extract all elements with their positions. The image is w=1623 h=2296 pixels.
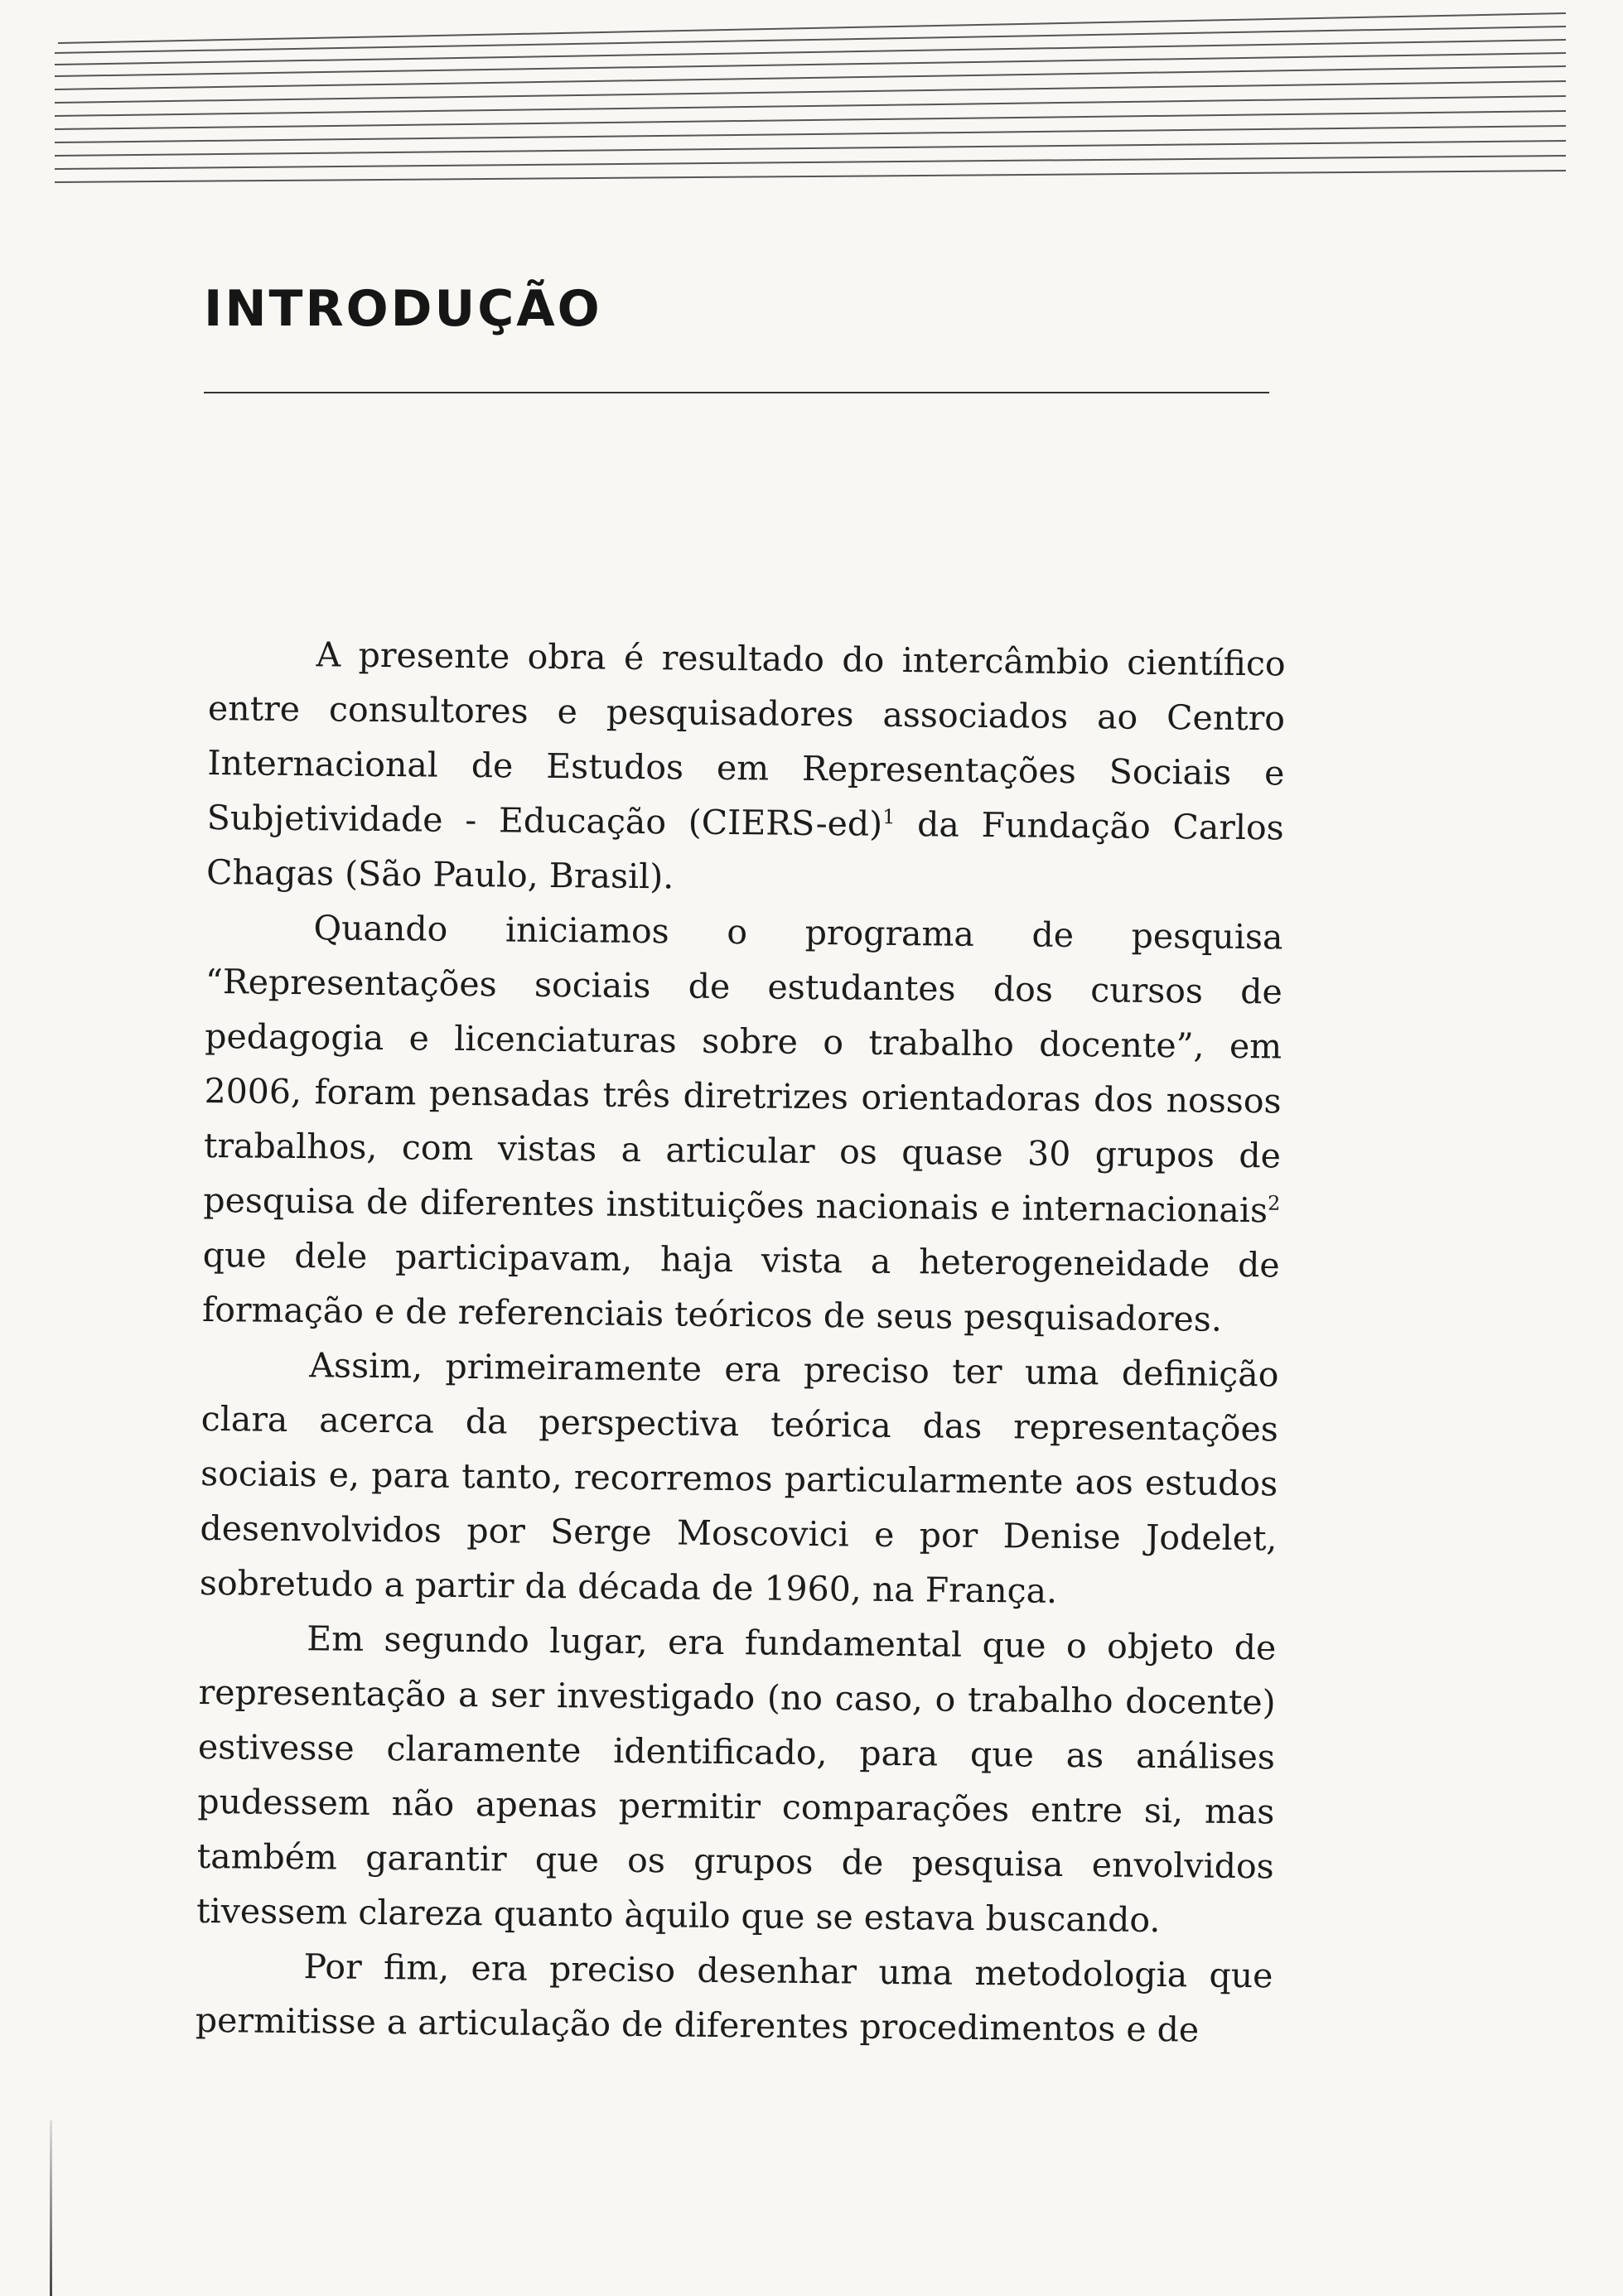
paragraph-text: que dele participavam, haja vista a heterogeneidade de formação e de referenciais teóricos de seus pesquisadores.: [201, 1234, 1280, 1339]
paragraph: [196, 1610, 1277, 1948]
page-binding-edge: [50, 2120, 52, 2296]
title-rule: [204, 392, 1269, 393]
footnote-ref: 1: [882, 805, 896, 829]
paragraph: [202, 900, 1283, 1347]
chapter-title: INTRODUÇÃO: [204, 280, 602, 338]
footnote-ref: 2: [1267, 1191, 1281, 1215]
body-text: [196, 626, 1286, 2057]
paragraph-text: Em segundo lugar, era fundamental que o objeto de representação a ser investigado (no caso, o trabalho docente) estivesse claramente identificado, para que as análises pudessem não apenas permitir comparações entre si, mas também garantir que os grupos de pesquisa envolvidos tivessem clareza quanto àquilo que se estava buscando.: [196, 1618, 1277, 1941]
decorative-header-lines: [0, 0, 1623, 199]
paragraph-text: Por fim, era preciso desenhar uma metodologia que permitisse a articulação de diferentes procedimentos e de: [195, 1946, 1273, 2050]
paragraph-text: da Fundação Carlos Chagas (São Paulo, Brasil).: [205, 803, 1284, 897]
paragraph: [196, 1938, 1273, 2057]
paragraph: [206, 626, 1286, 909]
paragraph-text: A presente obra é resultado do intercâmbio científico entre consultores e pesquisadores associados ao Centro Internacional de Estudos em Representações Sociais e Subjetividade - Educação (CIERS-ed): [206, 634, 1286, 844]
paragraph: [200, 1337, 1279, 1620]
paragraph-text: Assim, primeiramente era preciso ter uma definição clara acerca da perspectiva teórica das representações sociais e, para tanto, recorremos particularmente aos estudos desenvolvidos por Serge Moscovici e por Denise Jodelet, sobretudo a partir da década de 1960, na França.: [199, 1345, 1279, 1611]
paragraph-text: Quando iniciamos o programa de pesquisa “Representações sociais de estudantes dos cursos de pedagogia e licenciaturas sobre o trabalho docente”, em 2006, foram pensadas três diretrizes orientadoras dos nossos trabalhos, com vistas a articular os quase 30 grupos de pesquisa de diferentes instituições nacionais e internacionais: [203, 908, 1283, 1231]
